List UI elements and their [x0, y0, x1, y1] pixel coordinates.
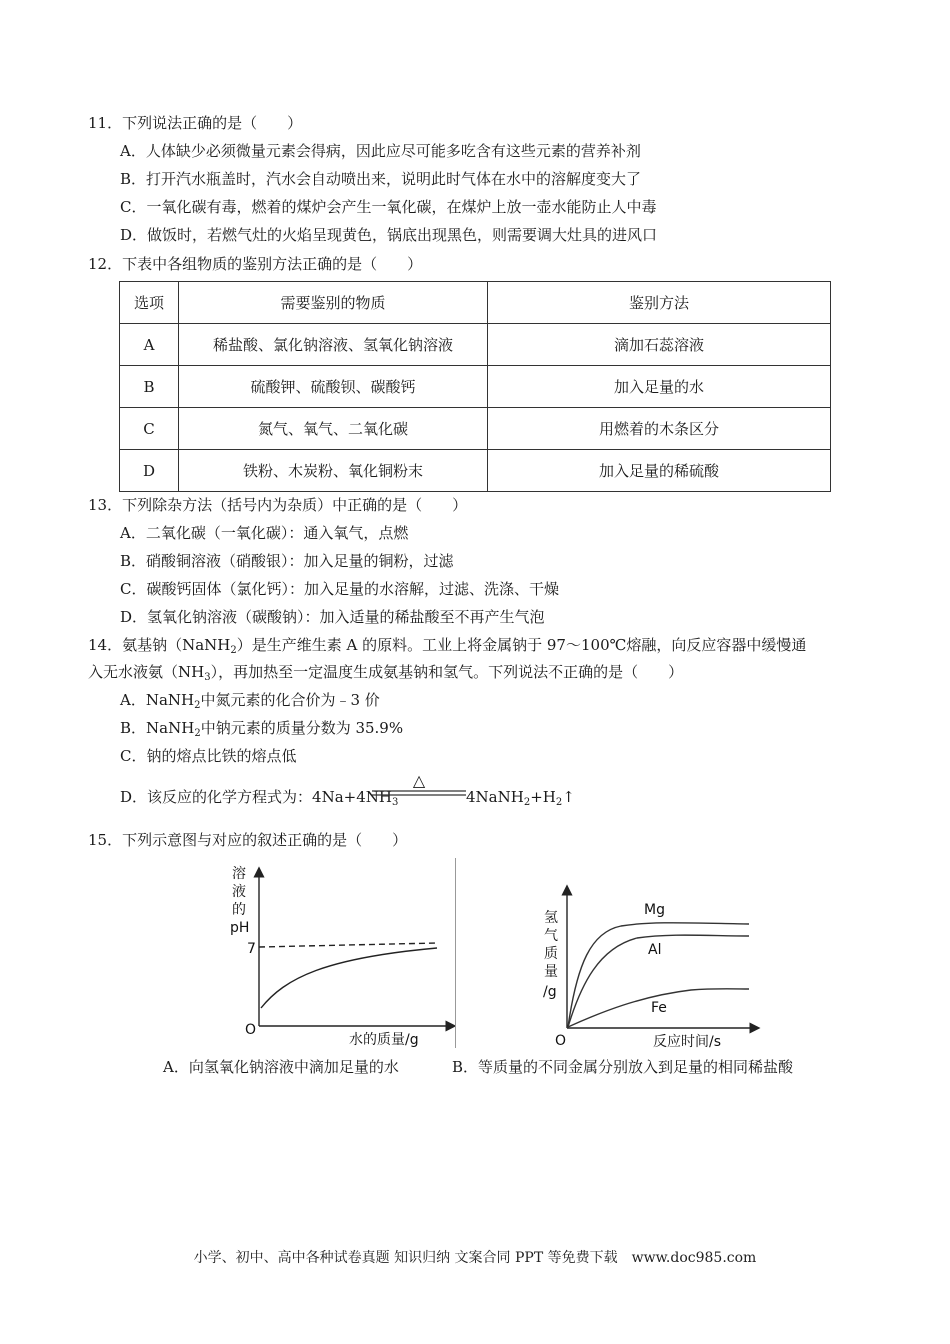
ph-curve — [261, 948, 437, 1008]
table-cell: 氮气、氧气、二氧化碳 — [179, 408, 488, 450]
series-label-mg: Mg — [644, 902, 665, 918]
table-cell: 硫酸钾、硫酸钡、碳酸钙 — [179, 366, 488, 408]
ph7-dashed-line — [259, 943, 437, 947]
y-label-char: 量 — [544, 964, 558, 980]
table-cell: 铁粉、木炭粉、氧化铜粉末 — [179, 450, 488, 492]
q11-option-a: A．人体缺少必须微量元素会得病，因此应尽可能多吃含有这些元素的营养补剂 — [120, 142, 641, 160]
y-label-char: /g — [543, 984, 557, 1000]
q13-option-a: A．二氧化碳（一氧化碳）：通入氧气，点燃 — [120, 524, 409, 542]
table-cell: 滴加石蕊溶液 — [488, 324, 831, 366]
y-label-char: pH — [230, 920, 250, 936]
q14-option-b: B．NaNH$_2$中钠元素的质量分数为 35.9% — [120, 719, 404, 739]
q12-stem: 12．下表中各组物质的鉴别方法正确的是（ ） — [88, 255, 423, 273]
x-axis-label: 反应时间/s — [653, 1034, 722, 1050]
y-label-char: 气 — [544, 928, 558, 944]
q14-option-d-right: $4NaNH_2+H_2↑$ — [466, 788, 575, 808]
table-row — [120, 324, 831, 366]
y-label-char: 溶 — [232, 866, 246, 882]
graph-a-caption: A．向氢氧化钠溶液中滴加足量的水 — [163, 1058, 399, 1076]
y-label-char: 液 — [232, 884, 246, 900]
series-label-al: Al — [648, 942, 662, 958]
table-header-cell: 选项 — [120, 282, 179, 324]
q14-option-d-left: D．该反应的化学方程式为：$4Na+4NH_3$ — [120, 788, 399, 808]
q14-option-c: C．钠的熔点比铁的熔点低 — [120, 747, 297, 765]
heat-reaction-sign — [372, 770, 466, 800]
table-cell: 稀盐酸、氯化钠溶液、氢氧化钠溶液 — [179, 324, 488, 366]
q14-stem-line2: 入无水液氨$(NH_3)$，再加热至一定温度生成氨基钠和氢气。下列说法不正确的是（ ） — [88, 663, 684, 683]
graph-a — [225, 858, 456, 1048]
q11-option-c: C．一氧化碳有毒，燃着的煤炉会产生一氧化碳，在煤炉上放一壶水能防止人中毒 — [120, 198, 657, 216]
table-cell: D — [120, 450, 179, 492]
q11-option-d: D．做饭时，若燃气灶的火焰呈现黄色，锅底出现黑色，则需要调大灶具的进风口 — [120, 226, 658, 244]
table-cell: A — [120, 324, 179, 366]
q15-stem: 15．下列示意图与对应的叙述正确的是（ ） — [88, 831, 408, 849]
q14-stem-line1: 14．氨基钠（NaNH$_2$）是生产维生素 A 的原料。工业上将金属钠于 97～100℃熔融，向反应容器中缓慢通 — [88, 636, 807, 656]
page-footer: 小学、初中、高中各种试卷真题 知识归纳 文案合同 PPT 等免费下载 www.doc985.com — [193, 1250, 757, 1266]
heat-symbol: △ — [412, 771, 426, 790]
y-label-char: 的 — [232, 902, 246, 918]
table-cell: 加入足量的稀硫酸 — [488, 450, 831, 492]
q14-option-a: A．NaNH$_2$中氮元素的化合价为﹣3 价 — [120, 691, 380, 711]
table-header-cell: 需要鉴别的物质 — [179, 282, 488, 324]
table-cell: 用燃着的木条区分 — [488, 408, 831, 450]
q13-option-c: C．碳酸钙固体（氯化钙）：加入足量的水溶解，过滤、洗涤、干燥 — [120, 580, 559, 598]
table-header-row — [120, 282, 831, 324]
table-row — [120, 366, 831, 408]
y-tick-7: 7 — [247, 941, 256, 957]
table-header-cell: 鉴别方法 — [488, 282, 831, 324]
origin-label: O — [245, 1022, 257, 1038]
y-label-char: 氢 — [544, 910, 558, 926]
table-cell: 加入足量的水 — [488, 366, 831, 408]
x-axis-label: 水的质量/g — [349, 1032, 419, 1048]
graph-b-caption: B．等质量的不同金属分别放入到足量的相同稀盐酸 — [452, 1058, 794, 1076]
identification-table — [119, 281, 831, 492]
q11-option-b: B．打开汽水瓶盖时，汽水会自动喷出来，说明此时气体在水中的溶解度变大了 — [120, 170, 642, 188]
series-label-fe: Fe — [651, 1000, 667, 1016]
table-row — [120, 450, 831, 492]
q11-stem: 11．下列说法正确的是（ ） — [88, 114, 303, 132]
origin-label: O — [555, 1033, 567, 1049]
q13-option-b: B．硝酸铜溶液（硝酸银）：加入足量的铜粉，过滤 — [120, 552, 454, 570]
graph-b — [541, 884, 777, 1050]
q13-stem: 13．下列除杂方法（括号内为杂质）中正确的是（ ） — [88, 496, 468, 514]
table-cell: B — [120, 366, 179, 408]
table-row — [120, 408, 831, 450]
table-cell: C — [120, 408, 179, 450]
y-label-char: 质 — [544, 946, 558, 962]
q13-option-d: D．氢氧化钠溶液（碳酸钠）：加入适量的稀盐酸至不再产生气泡 — [120, 608, 545, 626]
